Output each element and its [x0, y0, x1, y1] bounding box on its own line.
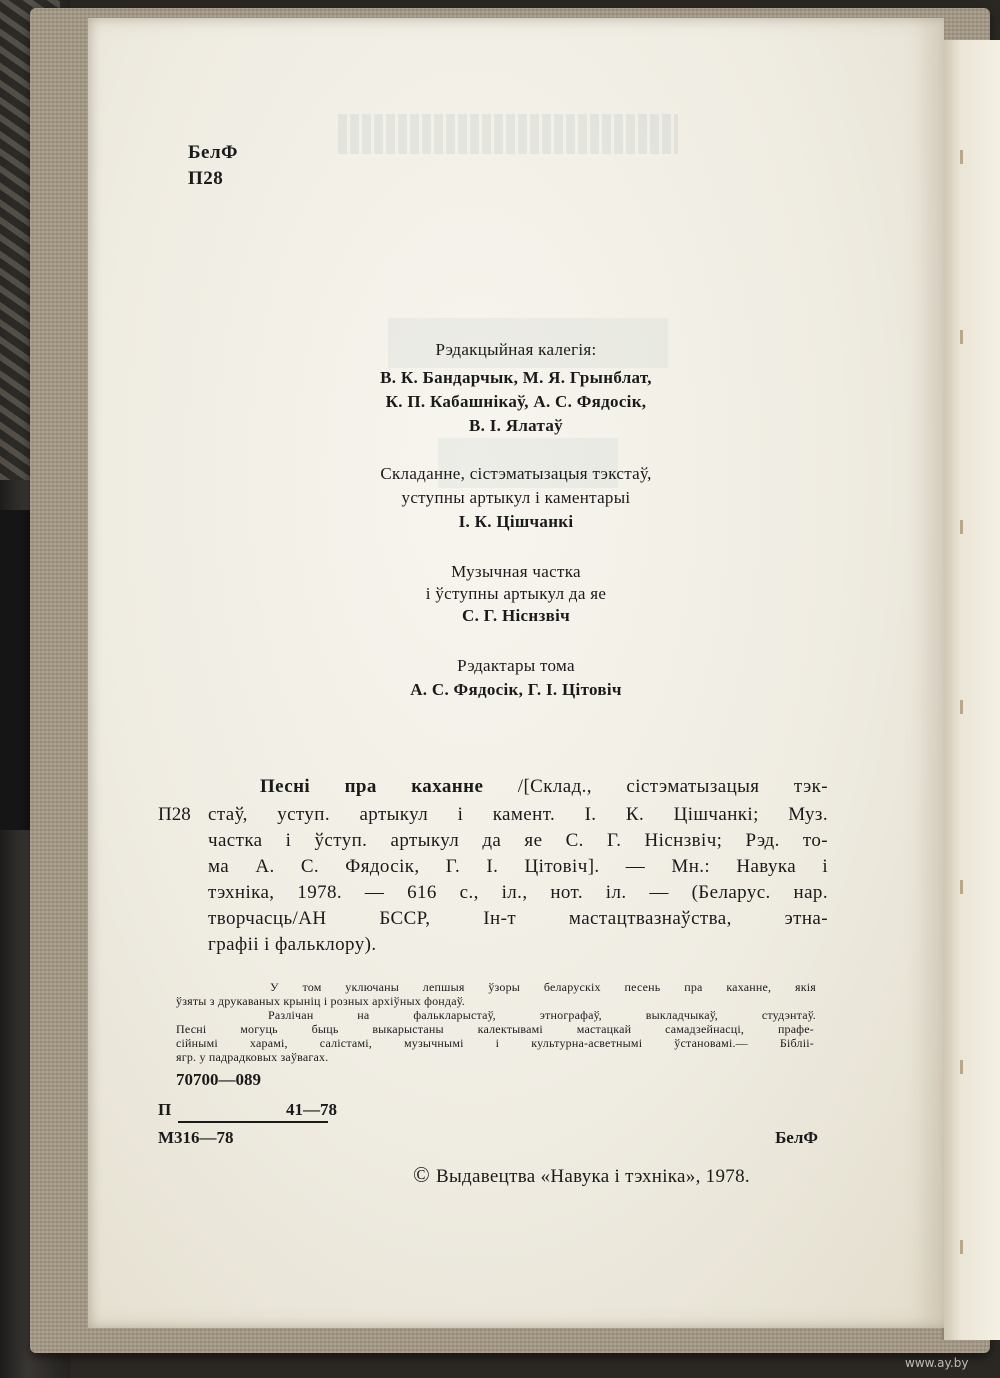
catalog-line-1-rest: /[Склад., сістэматызацыя тэк-: [517, 776, 829, 797]
editorial-board-names: К. П. Кабашнікаў, А. С. Фядосік,: [385, 392, 647, 411]
compiler-name: І. К. Цішчанкі: [458, 512, 574, 531]
copyright-icon: ©: [413, 1162, 431, 1187]
site-watermark: www.ay.by: [905, 1356, 969, 1370]
catalog-line: частка і ўступ. артыкул да яе С. Г. Ніснзвіч; Рэд. то-: [208, 830, 828, 851]
catalog-line: тэхніка, 1978. — 616 с., іл., нот. іл. — (Беларус. нар.: [208, 882, 828, 903]
binding-stitch: [960, 520, 963, 534]
editorial-board-label: Рэдакцыйная калегія:: [435, 340, 597, 359]
annotation-line: сійнымі харамі, салістамі, музычнымі і культурна-асветнымі ўстановамі.— Бібліі-: [176, 1036, 814, 1050]
catalog-line: графіі і фальклору).: [208, 934, 377, 955]
show-through-lines: [338, 114, 678, 154]
catalog-line: стаў, уступ. артыкул і камент. І. К. Цішчанкі; Муз.: [208, 804, 828, 825]
bbk-prefix: П: [158, 1100, 172, 1119]
annotation-line: ягр. у падрадковых заўвагах.: [176, 1050, 329, 1064]
bbk-fraction-bar: [178, 1121, 328, 1123]
music-label: і ўступны артыкул да яе: [425, 584, 607, 603]
bbk-numerator: 70700—089: [176, 1070, 261, 1089]
bbk-suffix: 41—78: [286, 1100, 337, 1119]
annotation-line: Разлічан на фалькларыстаў, этнографаў, выкладчыкаў, студэнтаў.: [268, 1008, 816, 1022]
catalog-index: П28: [158, 804, 191, 825]
volume-editors-label: Рэдактары тома: [457, 656, 575, 675]
classification-code-bottom: БелФ: [775, 1128, 818, 1147]
catalog-line-1: [260, 776, 828, 798]
binding-stitch: [960, 330, 963, 344]
copyright: [413, 1162, 750, 1188]
music-label: Музычная частка: [451, 562, 581, 581]
facing-page-edge: [942, 40, 1000, 1340]
music-author-name: С. Г. Ніснзвіч: [462, 606, 570, 625]
classification-code: БелФ: [188, 142, 238, 163]
index-code: П28: [188, 168, 224, 189]
binding-stitch: [960, 150, 963, 164]
binding-stitch: [960, 700, 963, 714]
compilation-label: Складанне, сістэматызацыя тэкстаў,: [380, 464, 652, 483]
catalog-line: ма А. С. Фядосік, Г. І. Цітовіч]. — Мн.: Навука і: [208, 856, 828, 877]
editorial-board-names: В. І. Ялатаў: [469, 416, 563, 435]
catalog-line: творчасць/АН БССР, Ін-т мастацтвазнаўства, этна-: [208, 908, 828, 929]
editorial-board-names: В. К. Бандарчык, М. Я. Грынблат,: [380, 368, 652, 387]
annotation-line: Песні могуць быць выкарыстаны калектывамі мастацкай самадзейнасці, прафе-: [176, 1022, 814, 1036]
binding-stitch: [960, 1060, 963, 1074]
compilation-label: уступны артыкул і каментарыі: [401, 488, 631, 507]
imprint-page: [88, 18, 944, 1328]
binding-stitch: [960, 880, 963, 894]
binding-stitch: [960, 1240, 963, 1254]
volume-editors-names: А. С. Фядосік, Г. І. Цітовіч: [410, 680, 622, 699]
annotation-line: У том уключаны лепшыя ўзоры беларускіх песень пра каханне, якія: [270, 980, 816, 994]
annotation-line: ўзяты з друкаваных крыніц і розных архіўных фондаў.: [176, 994, 465, 1008]
catalog-title: Песні пра каханне: [260, 776, 484, 797]
copyright-text: Выдавецтва «Навука і тэхніка», 1978.: [436, 1166, 750, 1187]
bbk-denominator: М316—78: [158, 1128, 234, 1147]
